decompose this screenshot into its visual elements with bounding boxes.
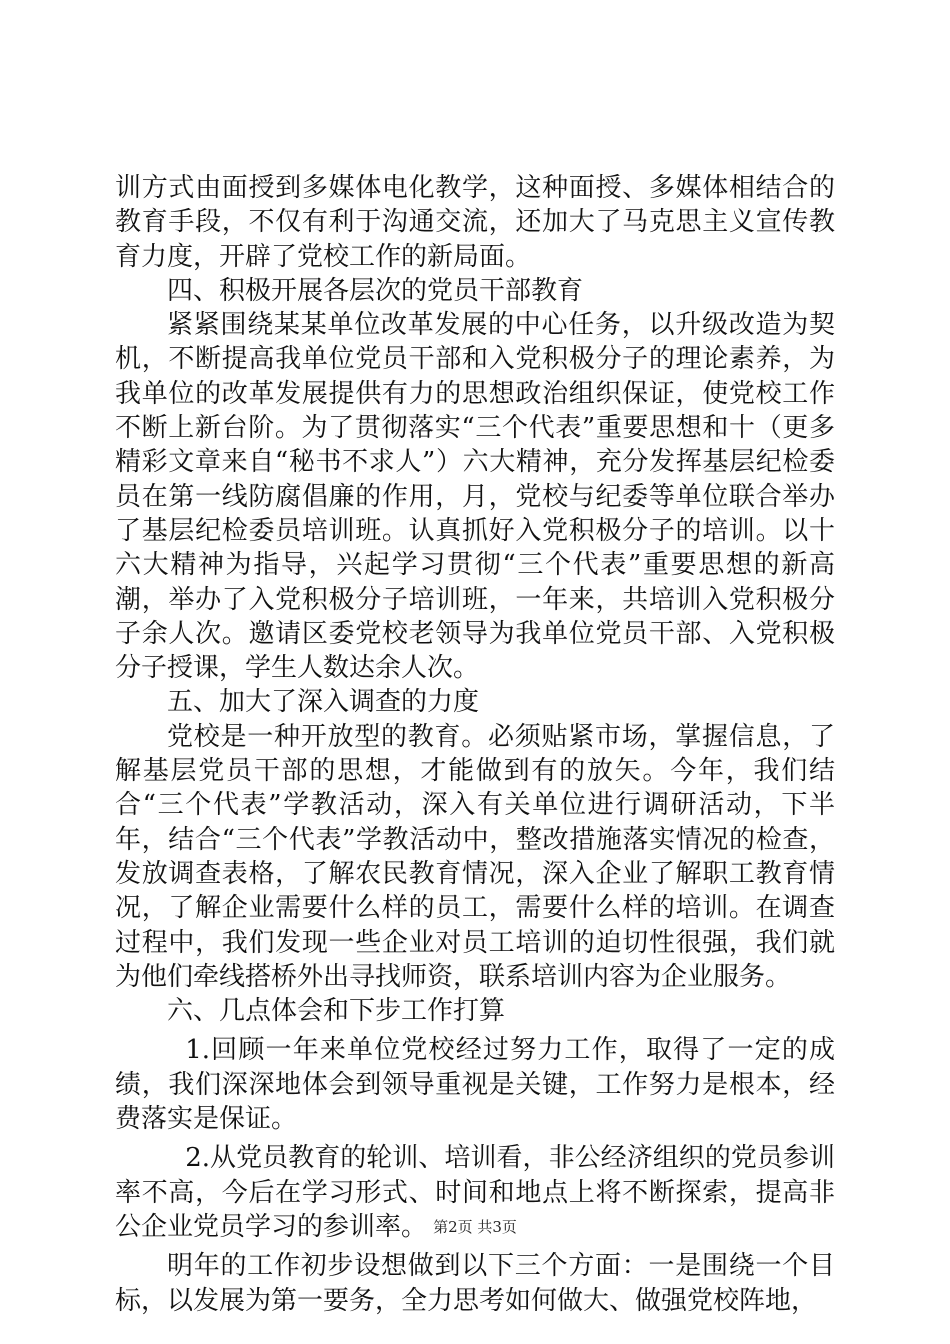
numbered-item-2: 2.从党员教育的轮训、培训看，非公经济组织的党员参训率不高，今后在学习形式、时间和地点上将不断探索，提高非公企业党员学习的参训率。 — [115, 1143, 835, 1242]
paragraph-continuation: 训方式由面授到多媒体电化教学，这种面授、多媒体相结合的教育手段，不仅有利于沟通交流，还加大了马克思主义宣传教育力度，开辟了党校工作的新局面。 — [115, 173, 835, 272]
section-heading-5: 五、加大了深入调查的力度 — [167, 687, 480, 718]
document-body — [115, 171, 835, 1318]
paragraph-section-5: 党校是一种开放型的教育。必须贴紧市场，掌握信息，了解基层党员干部的思想，才能做到有的放矢。今年，我们结合“三个代表”学教活动，深入有关单位进行调研活动，下半年，结合“三个代表”学教活动中，整改措施落实情况的检查，发放调查表格，了解农民教育情况，深入企业了解职工教育情况，了解企业需要什么样的员工，需要什么样的培训。在调查过程中，我们发现一些企业对员工培训的迫切性很强，我们就为他们牵线搭桥外出寻找师资，联系培训内容为企业服务。 — [115, 721, 835, 992]
section-heading-6: 六、几点体会和下步工作打算 — [167, 996, 506, 1027]
paragraph-next-year-plan: 明年的工作初步设想做到以下三个方面：一是围绕一个目标，以发展为第一要务，全力思考如何做大、做强党校阵地， — [115, 1251, 835, 1316]
page-footer: 第2页 共3页 — [433, 1218, 517, 1236]
paragraph-section-4: 紧紧围绕某某单位改革发展的中心任务，以升级改造为契机，不断提高我单位党员干部和入党积极分子的理论素养，为我单位的改革发展提供有力的思想政治组织保证，使党校工作不断上新台阶。为了贯彻落实“三个代表”重要思想和十（更多精彩文章来自“秘书不求人”）六大精神，充分发挥基层纪检委员在第一线防腐倡廉的作用，月，党校与纪委等单位联合举办了基层纪检委员培训班。认真抓好入党积极分子的培训。以十六大精神为指导，兴起学习贯彻“三个代表”重要思想的新高潮，举办了入党积极分子培训班，一年来，共培训入党积极分子余人次。邀请区委党校老领导为我单位党员干部、入党积极分子授课，学生人数达余人次。 — [115, 310, 835, 684]
numbered-item-1: 1.回顾一年来单位党校经过努力工作，取得了一定的成绩，我们深深地体会到领导重视是关键，工作努力是根本，经费落实是保证。 — [115, 1035, 835, 1135]
section-heading-4: 四、积极开展各层次的党员干部教育 — [167, 275, 584, 306]
